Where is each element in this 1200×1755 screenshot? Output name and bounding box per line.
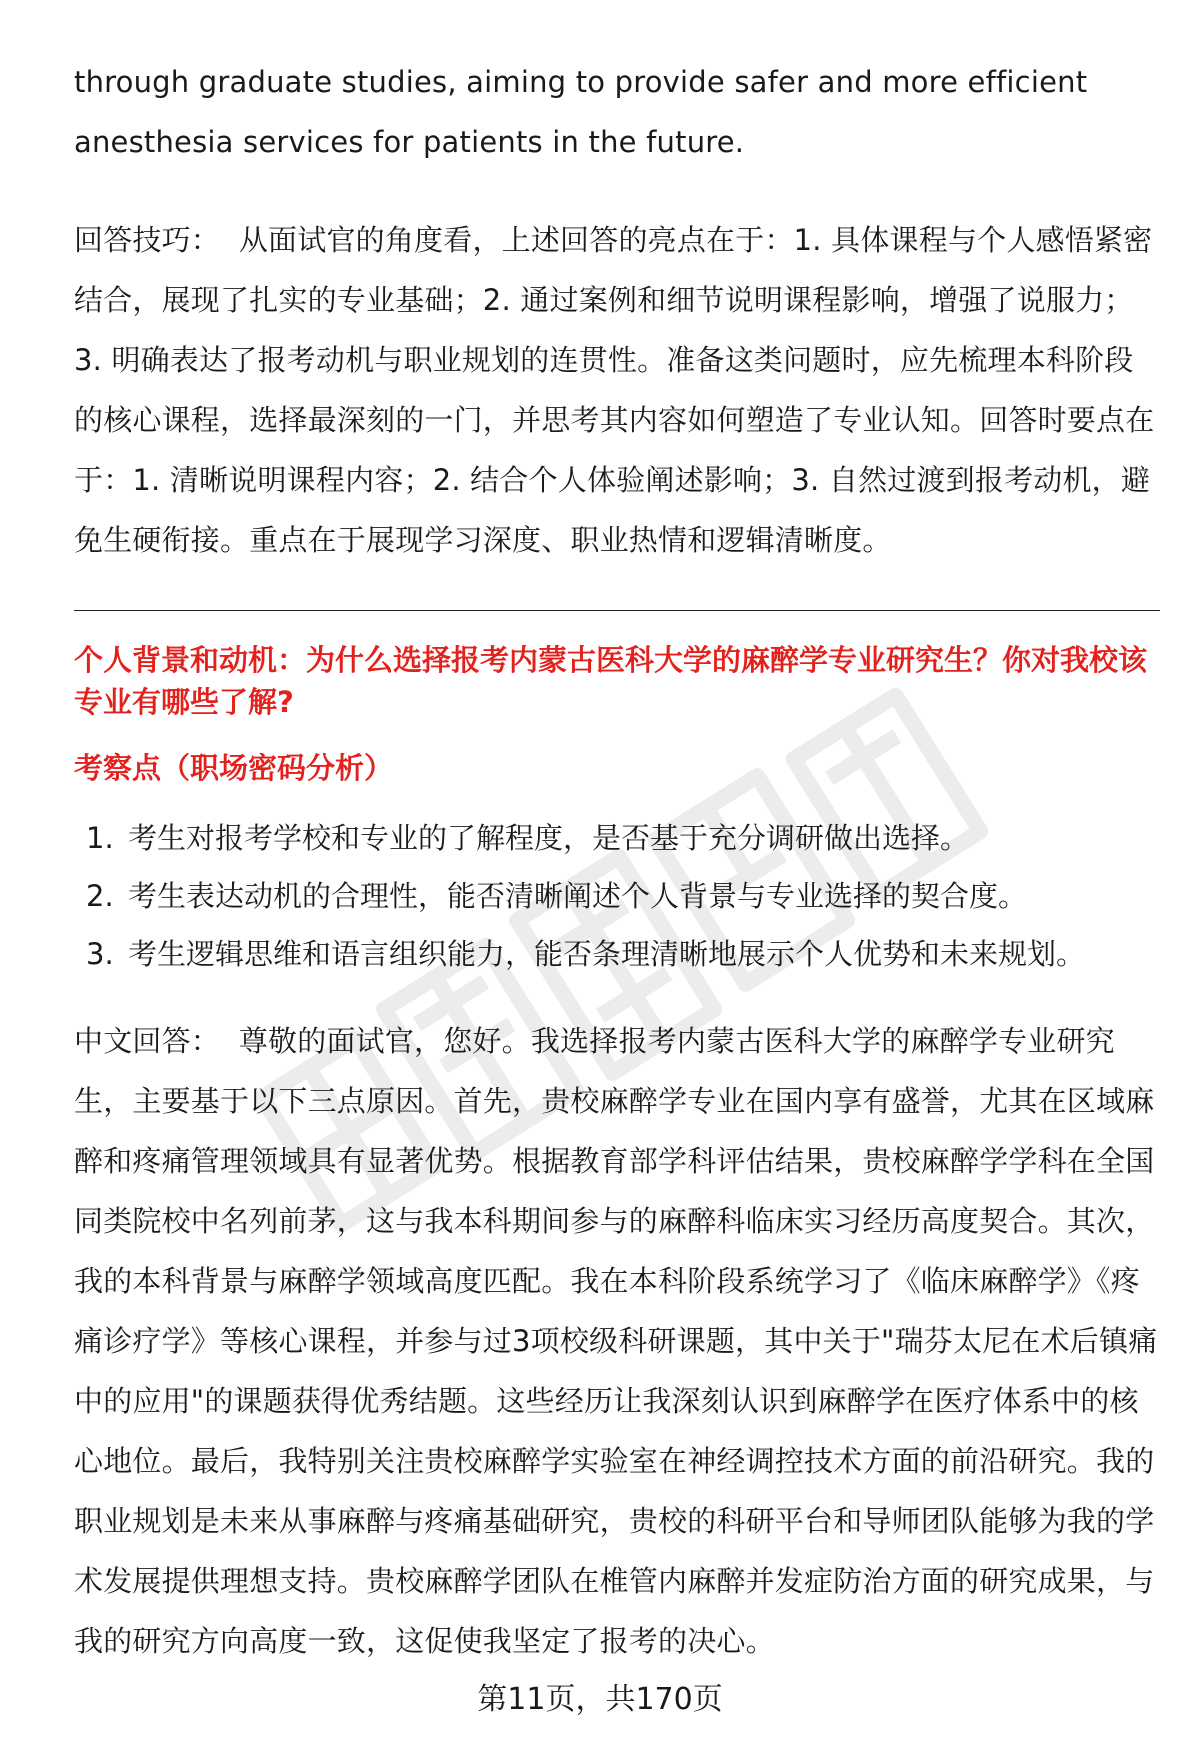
- list-item: [74, 925, 1160, 983]
- list-item-text: 考生逻辑思维和语言组织能力，能否条理清晰地展示个人优势和未来规划。: [128, 937, 1086, 971]
- answer-text: 尊敬的面试官，您好。我选择报考内蒙古医科大学的麻醉学专业研究生，主要基于以下三点原因。首先，贵校麻醉学专业在国内享有盛誉，尤其在区域麻醉和疼痛管理领域具有显著优势。根据教育部学科评估结果，贵校麻醉学学科在全国同类院校中名列前茅，这与我本科期间参与的麻醉科临床实习经历高度契合。其次，我的本科背景与麻醉学领域高度匹配。我在本科阶段系统学习了《临床麻醉学》《疼痛诊疗学》等核心课程，并参与过3项校级科研课题，其中关于"瑞芬太尼在术后镇痛中的应用"的课题获得优秀结题。这些经历让我深刻认识到麻醉学在医疗体系中的核心地位。最后，我特别关注贵校麻醉学实验室在神经调控技术方面的前沿研究。我的职业规划是未来从事麻醉与疼痛基础研究，贵校的科研平台和导师团队能够为我的学术发展提供理想支持。贵校麻醉学团队在椎管内麻醉并发症防治方面的研究成果，与我的研究方向高度一致，这促使我坚定了报考的决心。: [74, 1024, 1158, 1658]
- spacer: [74, 723, 1160, 747]
- spacer: [74, 570, 1160, 610]
- tips-label: 回答技巧：: [74, 223, 221, 257]
- list-item: [74, 809, 1160, 867]
- list-item: [74, 867, 1160, 925]
- list-item-number: 1.: [86, 821, 114, 855]
- spacer: [74, 983, 1160, 1011]
- question-heading: 个人背景和动机：为什么选择报考内蒙古医科大学的麻醉学专业研究生？你对我校该专业有哪些了解?: [74, 643, 1148, 719]
- list-item-text: 考生表达动机的合理性，能否清晰阐述个人背景与专业选择的契合度。: [128, 879, 1028, 913]
- spacer: [74, 611, 1160, 639]
- page-footer: 第11页，共170页: [477, 1682, 723, 1717]
- assessment-heading: 考察点（职场密码分析）: [74, 751, 394, 785]
- intro-paragraph: through graduate studies, aiming to provide safer and more efficient anesthesia services for patients in the future.: [74, 65, 1088, 159]
- spacer: [74, 789, 1160, 809]
- list-item-number: 3.: [86, 937, 114, 971]
- tips-text: 从面试官的角度看，上述回答的亮点在于：1. 具体课程与个人感悟紧密结合，展现了扎实的专业基础；2. 通过案例和细节说明课程影响，增强了说服力；3. 明确表达了报考动机与职业规划的连贯性。准备这类问题时，应先梳理本科阶段的核心课程，选择最深刻的一门，并思考其内容如何塑造了专业认知。回答时要点在于：1. 清晰说明课程内容；2. 结合个人体验阐述影响；3. 自然过渡到报考动机，避免生硬衔接。重点在于展现学习深度、职业热情和逻辑清晰度。: [74, 223, 1155, 557]
- list-item-text: 考生对报考学校和专业的了解程度，是否基于充分调研做出选择。: [128, 821, 970, 855]
- document-body: [74, 52, 1160, 1671]
- tips-paragraph: [74, 210, 1160, 570]
- answer-paragraph: [74, 1011, 1160, 1671]
- list-item-number: 2.: [86, 879, 114, 913]
- spacer: [74, 172, 1160, 210]
- assessment-list: [74, 809, 1160, 983]
- answer-label: 中文回答：: [74, 1024, 221, 1058]
